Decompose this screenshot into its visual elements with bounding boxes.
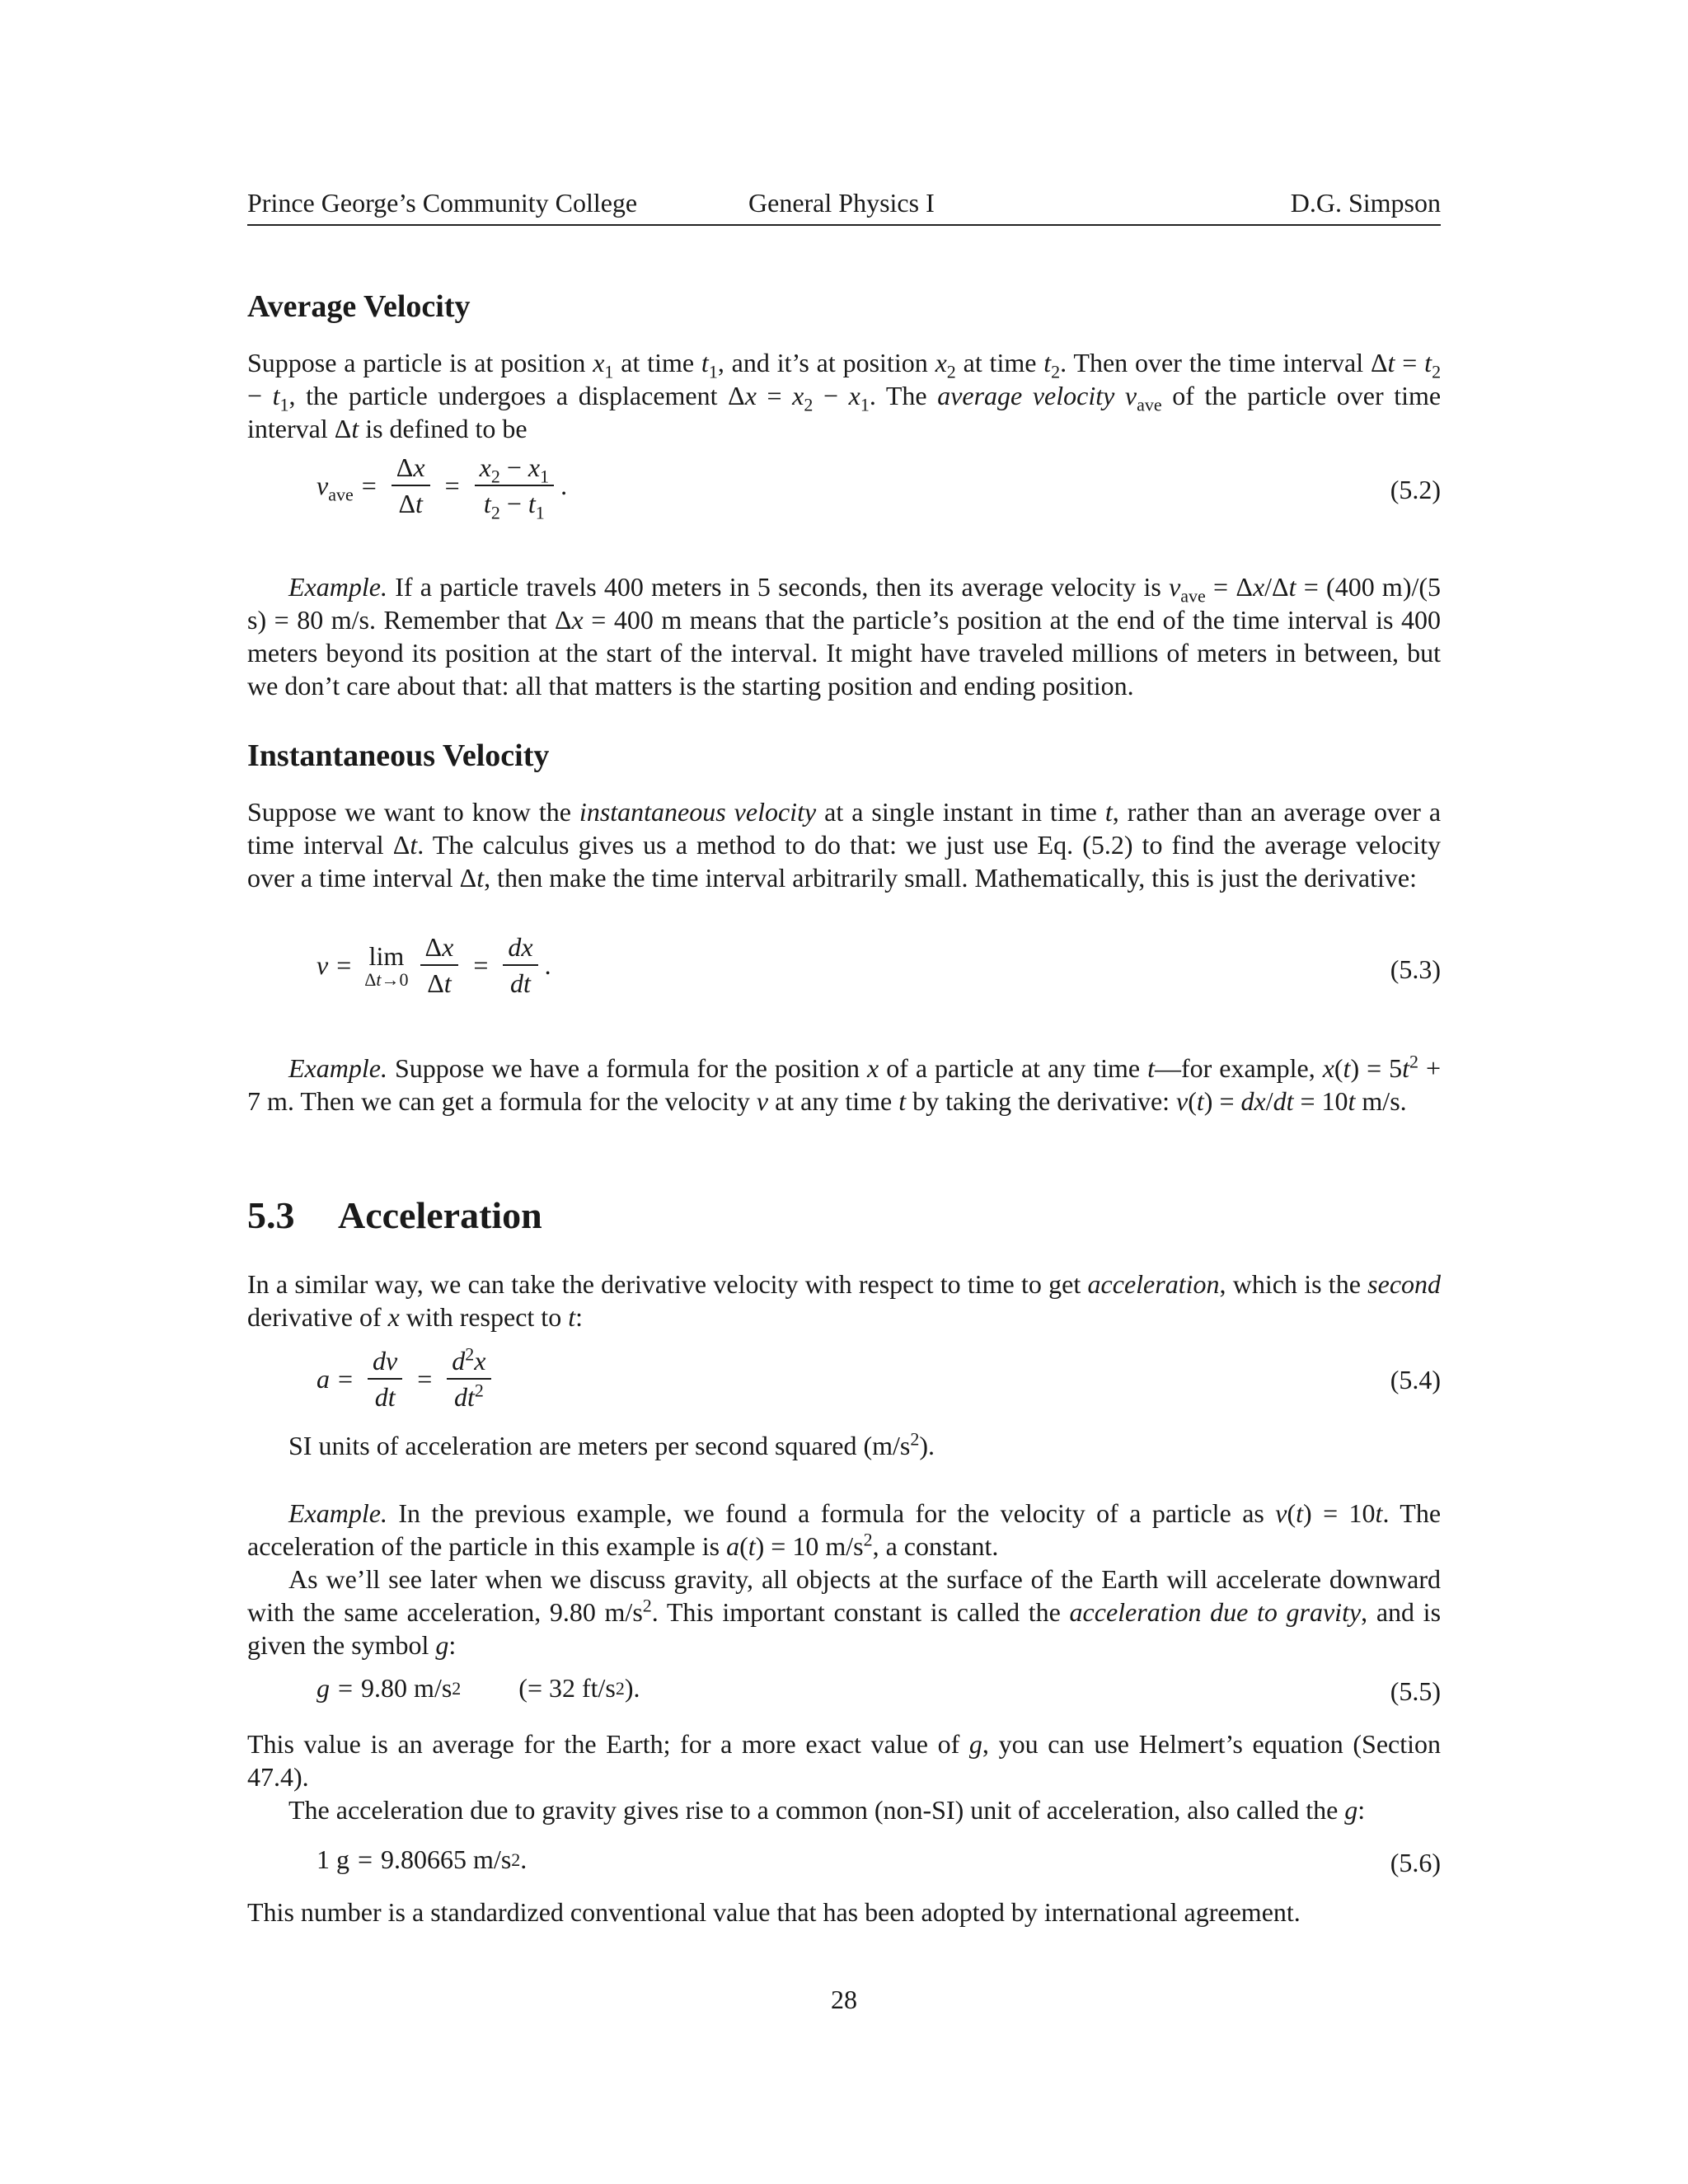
example-label: Example. <box>288 572 387 602</box>
equation-number-5-3: (5.3) <box>1390 954 1441 984</box>
equation-number-5-6: (5.6) <box>1390 1848 1441 1877</box>
gravity-value-imperial: (= 32 ft/s <box>518 1673 616 1703</box>
equation-5-4: a = $\frac{dv}{dt}$ = $\frac{d^2x}{dt^2}$ (5.4) <box>316 1343 1441 1412</box>
paragraph-example-average-velocity: Example. If a particle travels 400 meters in 5 seconds, then its average velocity is $v_{ave} = \Delta x/\Delta t = (400$ m)/(5 s) = 80 m/s. Remember that Δx = 400 m means that the particle’s position at the end of the time interval is 400 meters beyond its position at the start of the interval. It might have traveled millions of meters in between, but we don’t care about that: all that matters is the starting position and ending position. <box>247 572 1442 701</box>
paragraph-g-unit: The acceleration due to gravity gives rise to a common (non-SI) unit of acceleration, also called the g: <box>288 1795 1366 1825</box>
section-title: Acceleration <box>338 1194 542 1236</box>
paragraph-si-units: SI units of acceleration are meters per second squared $(m/s^2)$. <box>288 1428 935 1460</box>
g-unit-lhs: 1 g <box>316 1844 349 1874</box>
section-title-instantaneous-velocity: Instantaneous Velocity <box>247 738 550 773</box>
paragraph-acceleration: In a similar way, we can take the derivative velocity with respect to time to get acceleration, which is the second derivative of x with respect to t: <box>247 1269 1442 1332</box>
paragraph-helmert: This value is an average for the Earth; for a more exact value of g, you can use Helmert’s equation (Section 47.4). <box>247 1729 1442 1792</box>
paragraph-instantaneous-velocity: Suppose we want to know the instantaneous velocity at a single instant in time t, rather than an average over a time interval Δt. The calculus gives us a method to do that: we just use Eq. (5.2) to find the average velocity over a time interval Δt, then make the time interval arbitrarily small. Mathematically, this is just the derivative: <box>247 797 1442 893</box>
equation-5-5: g = 9.80 m/s 2 (= 32 ft/s 2 ). (5.5) <box>316 1673 1441 1706</box>
example-label: Example. <box>288 1498 387 1528</box>
paragraph-gravity: As we’ll see later when we discuss gravity, all objects at the surface of the Earth will accelerate downward with the same acceleration, 9.80 $m/s^2$. This important constant is called the acceleration due to gravity, and is given the symbol g: <box>247 1564 1442 1660</box>
gravity-value: 9.80 m/s <box>361 1673 452 1703</box>
equation-number-5-2: (5.2) <box>1390 475 1441 504</box>
equation-5-6: 1 g = 9.80665 m/s 2 . (5.6) <box>316 1844 1441 1877</box>
header-author: D.G. Simpson <box>1290 188 1441 218</box>
paragraph-standardized: This number is a standardized conventional value that has been adopted by international agreement. <box>247 1897 1301 1927</box>
page <box>247 0 1441 2184</box>
equation-5-2: $v_{ave}$ = $\frac{\Delta x}{\Delta t}$ = $\frac{x_2 - x_1}{t_2 - t_1}$ . (5.2) <box>316 452 1441 523</box>
running-header <box>247 188 1441 226</box>
section-heading-acceleration <box>247 1193 542 1237</box>
header-course: General Physics I <box>748 188 935 218</box>
paragraph-example-instantaneous-velocity: Example. Suppose we have a formula for the position x of a particle at any time t—for example, $x(t) = 5t^2 + 7$ m. Then we can get a formula for the velocity v at any time t by taking the derivative: v(t) = dx/dt = 10t m/s. <box>247 1051 1442 1116</box>
equation-5-3: v = lim Δt→0 $\frac{\Delta x}{\Delta t}$ = $\frac{dx}{dt}$ . (5.3) <box>316 932 1441 998</box>
header-college: Prince George’s Community College <box>247 188 638 218</box>
section-title-average-velocity: Average Velocity <box>247 289 471 324</box>
g-unit-value: 9.80665 m/s <box>381 1844 512 1874</box>
example-label: Example. <box>288 1053 387 1083</box>
equation-number-5-5: (5.5) <box>1390 1676 1441 1706</box>
paragraph-average-velocity: Suppose a particle is at position $x_1$ at time $t_1$, and it’s at position $x_2$ at time $t_2$. Then over the time interval $\Delta t = t_2 - t_1$, the particle undergoes a displacement $\Delta x = x_2 - x_1$. The average velocity $v_{ave}$ of the particle over time interval Δt is defined to be <box>247 348 1442 443</box>
equation-number-5-4: (5.4) <box>1390 1365 1441 1394</box>
section-number: 5.3 <box>247 1194 295 1236</box>
page-number: 28 <box>831 1985 857 2014</box>
paragraph-example-acceleration: Example. In the previous example, we found a formula for the velocity of a particle as v(t) = 10t. The acceleration of the particle in this example is a(t) = 10 $m/s^2$, a constant. <box>247 1498 1442 1561</box>
